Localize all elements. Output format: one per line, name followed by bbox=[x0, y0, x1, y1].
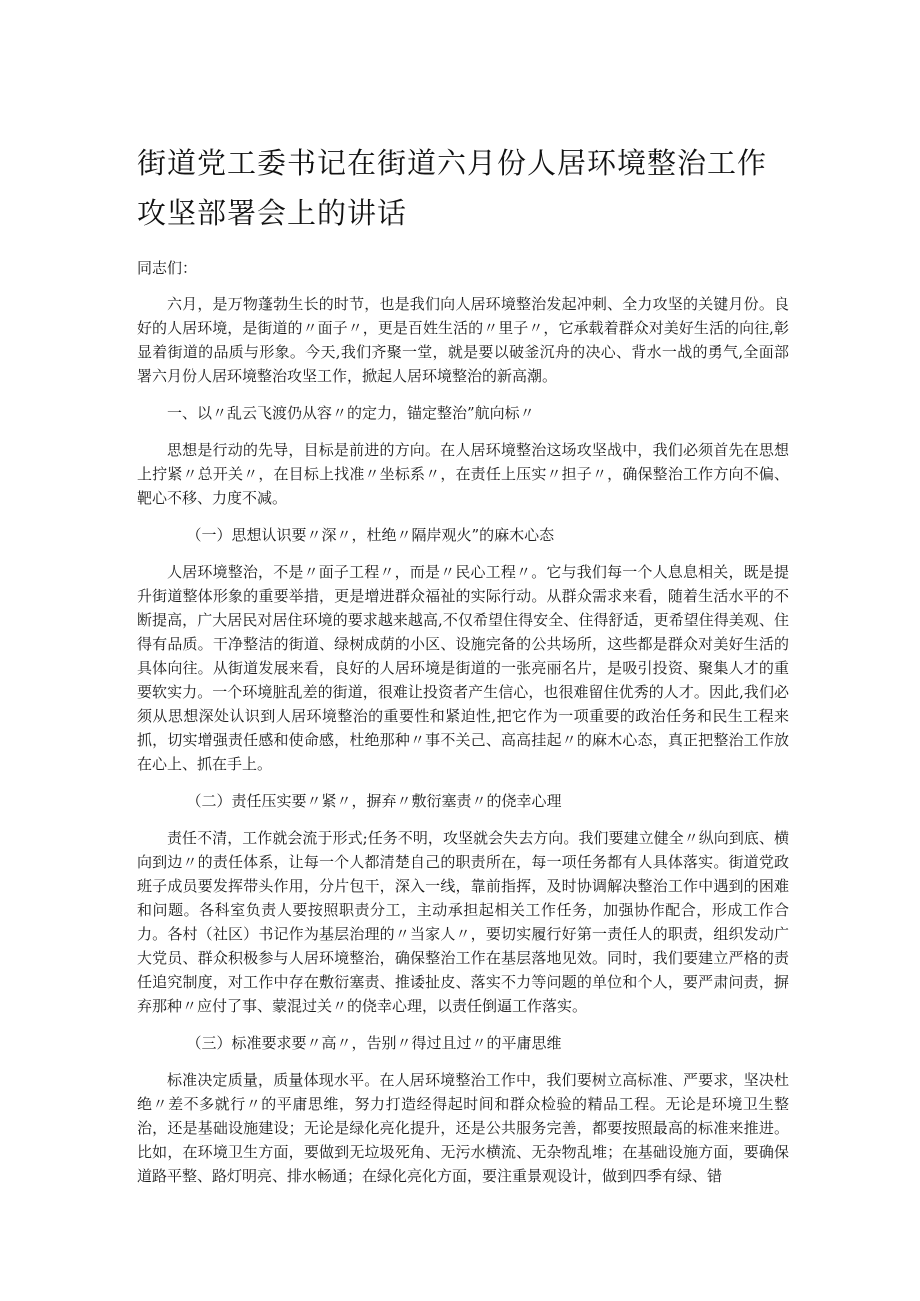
subsection-3-heading: （三）标准要求要〃高〃，告别〃得过且过〃的平庸思维 bbox=[186, 1034, 562, 1052]
intro-paragraph: 六月，是万物蓬勃生长的时节，也是我们向人居环境整治发起冲刺、全力攻坚的关键月份。良好的人居环境，是街道的〃面子〃，更是百姓生活的〃里子〃，它承载着群众对美好生活的向往,彰显着街道的品质与形象。今天,我们齐聚一堂，就是要以破釜沉舟的决心、背水一战的勇气,全面部署六月份人居环境整治攻坚工作，掀起人居环境整治的新高潮。 bbox=[137, 295, 789, 385]
salutation: 同志们： bbox=[137, 259, 198, 277]
subsection-1-heading: （一）思想认识要〃深〃，杜绝〃隔岸观火”的麻木心态 bbox=[186, 526, 555, 544]
subsection-1-paragraph: 人居环境整治，不是〃面子工程〃，而是〃民心工程〃。它与我们每一个人息息相关，既是提升街道整体形象的重要举措，更是增进群众福祉的实际行动。从群众需求来看，随着生活水平的不断提高，广大居民对居住环境的要求越来越高,不仅希望住得安全、住得舒适，更希望住得美观、住得有品质。干净整洁的街道、绿树成荫的小区、设施完备的公共场所，这些都是群众对美好生活的具体向往。从街道发展来看，良好的人居环境是街道的一张亮丽名片，是吸引投资、聚集人才的重要软实力。一个环境脏乱差的街道，很难让投资者产生信心，也很难留住优秀的人才。因此,我们必须从思想深处认识到人居环境整治的重要性和紧迫性,把它作为一项重要的政治任务和民生工程来抓，切实增强责任感和使命感，杜绝那种〃事不关己、高高挂起〃的麻木心态，真正把整治工作放在心上、抓在手上。 bbox=[137, 563, 789, 773]
document-page bbox=[137, 138, 789, 1201]
subsection-3-paragraph: 标准决定质量，质量体现水平。在人居环境整治工作中，我们要树立高标准、严要求，坚决杜绝〃差不多就行〃的平庸思维，努力打造经得起时间和群众检验的精品工程。无论是环境卫生整治，还是基础设施建设；无论是绿化亮化提升，还是公共服务完善，都要按照最高的标准来推进。比如，在环境卫生方面，要做到无垃圾死角、无污水横流、无杂物乱堆；在基础设施方面，要确保道路平整、路灯明亮、排水畅通；在绿化亮化方面，要注重景观设计，做到四季有绿、错 bbox=[137, 1071, 789, 1185]
section-1-paragraph: 思想是行动的先导，目标是前进的方向。在人居环境整治这场攻坚战中，我们必须首先在思想上拧紧〃总开关〃，在目标上找准〃坐标系〃，在责任上压实〃担子〃，确保整治工作方向不偏、靶心不移、力度不减。 bbox=[137, 441, 789, 507]
section-1-heading: 一、以〃乱云飞渡仍从容〃的定力，锚定整治”航向标〃 bbox=[167, 404, 535, 422]
document-title: 街道党工委书记在街道六月份人居环境整治工作攻坚部署会上的讲话 bbox=[137, 146, 768, 230]
subsection-2-paragraph: 责任不清，工作就会流于形式;任务不明，攻坚就会失去方向。我们要建立健全〃纵向到底、横向到边〃的责任体系，让每一个人都清楚自己的职责所在，每一项任务都有人具体落实。街道党政班子成员要发挥带头作用，分片包干，深入一线，靠前指挥，及时协调解决整治工作中遇到的困难和问题。各科室负责人要按照职责分工，主动承担起相关工作任务，加强协作配合，形成工作合力。各村（社区）书记作为基层治理的〃当家人〃，要切实履行好第一责任人的职责，组织发动广大党员、群众积极参与人居环境整治，确保整治工作在基层落地见效。同时，我们要建立严格的责任追究制度，对工作中存在敷衍塞责、推诿扯皮、落实不力等问题的单位和个人，要严肃问责，摒弃那种〃应付了事、蒙混过关〃的侥幸心理，以责任倒逼工作落实。 bbox=[137, 829, 789, 1015]
subsection-2-heading: （二）责任压实要〃紧〃，摒弃〃敷衍塞责〃的侥幸心理 bbox=[186, 792, 562, 810]
